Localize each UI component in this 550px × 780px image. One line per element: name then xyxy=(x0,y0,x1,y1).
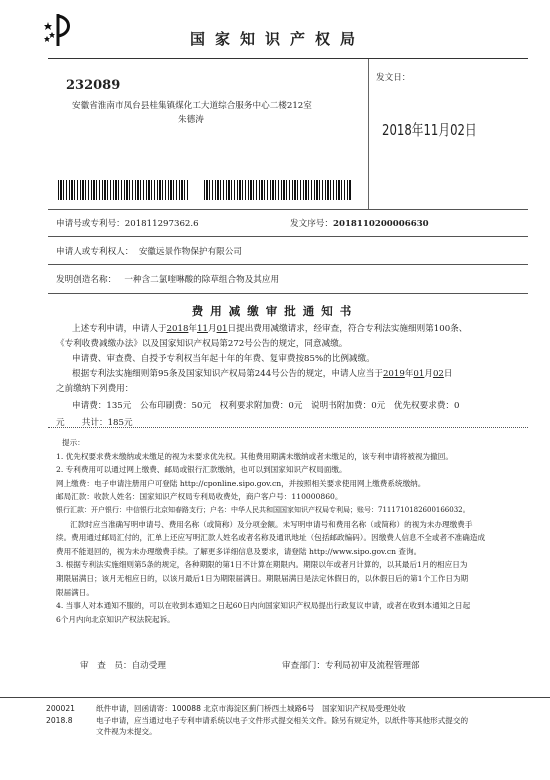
tip-2-post: 邮局汇款：收款人姓名：国家知识产权局专利局收费处，商户客户号：110000860。 xyxy=(56,492,343,502)
p3-text: 根据专利法实施细则第95条及国家知识产权局第244号公告的规定，申请人应当于 xyxy=(72,369,383,379)
bottom-note-1: 纸件申请，回函请寄：100088 北京市海淀区蓟门桥西土城路6号 国家知识产权局受理处收 xyxy=(96,704,406,713)
notice-body xyxy=(56,322,536,431)
tip-3-a: 3. 根据专利法实施细则第5条的规定，各种期限的第1日不计算在期限内。期限以年或者月计算的，以其最后1月的相应日为 xyxy=(56,560,468,570)
barcode-left xyxy=(58,180,188,200)
tip-4-a: 4. 当事人对本通知不服的，可以在收到本通知之日起60日内向国家知识产权局提出行政复议申请，或者在收到本通知之日起 xyxy=(56,601,471,611)
bottom-note-2: 电子申请，应当通过电子专利申请系统以电子文件形式提交相关文件。除另有规定外，以纸件等其他形式提交的 xyxy=(96,715,469,725)
application-number-value: 201811297362.6 xyxy=(124,219,199,229)
logo-icon xyxy=(44,12,74,48)
review-department: 审查部门：专利局初审及流程管理部 xyxy=(282,661,420,671)
p1-year: 2018 xyxy=(166,324,189,334)
application-number-field xyxy=(56,218,199,230)
tip-2-online: 网上缴费：电子申请注册用户可登陆 http://cponline.sipo.gov.cn，并按照相关要求使用网上缴费系统缴纳。 xyxy=(56,478,426,488)
tips-section xyxy=(56,436,534,626)
invention-label: 发明创造名称： xyxy=(56,275,117,285)
tip-3-c: 限届满日。 xyxy=(56,587,94,597)
postal-code: 232089 xyxy=(66,78,121,93)
application-number-label: 申请号或专利号： xyxy=(56,219,125,229)
tip-3-b: 期限届满日；该月无相应日的，以该月最后1日为期限届满日。期限届满日是法定休假日的，以休假日后的第1个工作日为期 xyxy=(56,573,469,583)
serial-number-field xyxy=(290,218,429,230)
cnipa-logo xyxy=(44,12,74,48)
rule-1 xyxy=(48,209,528,210)
serial-number-label: 发文序号： xyxy=(290,219,333,229)
tips-label: 提示： xyxy=(62,438,85,447)
recipient-address: 安徽省淮南市凤台县桂集镇煤化工大道综合服务中心二楼212室 xyxy=(72,101,312,111)
notice-paragraph-1-cont: 《专利收费减缴办法》以及国家知识产权局第272号公告的规定，同意减缴。 xyxy=(56,339,348,349)
rule-bottom xyxy=(0,697,550,698)
applicant-value: 安徽远景作物保护有限公司 xyxy=(138,247,242,257)
p1-text-cont: 日提出费用减缴请求，经审查，符合专利法实施细则第100条、 xyxy=(227,324,468,334)
p3-year: 2019 xyxy=(382,369,405,379)
rule-3 xyxy=(48,264,528,265)
notice-title: 费用减缴审批通知书 xyxy=(191,304,359,318)
p1-month-unit: 月 xyxy=(207,324,217,334)
tip-2-note-2: 续。费用通过邮局汇付的，汇单上还应写明汇款人姓名或者名称及通讯地址（包括邮政编码）。因缴费人信息不全或者不准确造成 xyxy=(56,533,486,543)
applicant-field xyxy=(56,246,242,258)
barcode-right xyxy=(204,180,352,200)
bottom-note-3: 文件视为未提交。 xyxy=(96,727,157,736)
p3-day-unit: 日 xyxy=(443,369,453,379)
tip-2-bank: 银行汇款：开户银行：中信银行北京知春路支行；户名：中华人民共和国国家知识产权局专利局；账号：7111710182600166032。 xyxy=(56,505,470,514)
issue-date-label: 发文日： xyxy=(376,73,411,83)
p1-day: 01 xyxy=(216,324,228,334)
fees-line-1: 申请费：135元 公布印刷费：50元 权利要求附加费：0元 说明书附加费：0元 优先权要求费：0 xyxy=(72,401,460,411)
p3-year-unit: 年 xyxy=(404,369,414,379)
p1-text: 上述专利申请，申请人于 xyxy=(72,324,167,334)
form-version: 2018.8 xyxy=(46,716,73,725)
p3-day: 02 xyxy=(432,369,444,379)
rule-5 xyxy=(48,427,528,428)
header-rule xyxy=(48,58,528,59)
tip-2-note-1: 汇款时应当准确写明申请号、费用名称（或简称）及分项金额。未写明申请号和费用名称（或简称）的视为未办理缴费手 xyxy=(70,519,473,529)
issue-date-stamp: 2018年11月02日 xyxy=(382,121,477,139)
fees-line-2: 元 共计：185元 xyxy=(56,418,133,428)
notice-paragraph-1 xyxy=(56,322,536,337)
notice-paragraph-3-cont: 之前缴纳下列费用： xyxy=(56,384,134,394)
tip-2: 2. 专利费用可以通过网上缴费、邮局或银行汇款缴纳，也可以到国家知识产权局面缴。 xyxy=(56,465,347,475)
recipient-name: 朱德涛 xyxy=(178,115,204,125)
invention-value: 一种含二氯喹啉酸的除草组合物及其应用 xyxy=(124,275,280,285)
rule-2 xyxy=(48,236,528,237)
applicant-label: 申请人或专利权人： xyxy=(56,247,134,257)
tip-1: 1. 优先权要求费未缴纳或未缴足的视为未要求优先权。其他费用期满未缴纳或者未缴足的，该专利申请将被视为撤回。 xyxy=(56,451,453,461)
tip-2-note-3: 费用不能退回的，视为未办理缴费手续。了解更多详细信息及要求，请登陆 http://www.sipo.gov.cn 查询。 xyxy=(56,546,422,556)
tip-4-b: 6个月内向北京知识产权法院起诉。 xyxy=(56,614,175,624)
bottom-notes xyxy=(96,703,536,738)
notice-paragraph-2: 申请费、审查费、自授予专利权当年起十年的年费、复审费按85%的比例减缴。 xyxy=(72,354,375,364)
p3-month-unit: 月 xyxy=(424,369,433,379)
address-box-divider xyxy=(368,59,369,209)
p1-month: 11 xyxy=(197,324,208,334)
form-code: 200021 xyxy=(46,704,75,713)
p1-year-unit: 年 xyxy=(188,324,198,334)
p3-month: 01 xyxy=(413,369,425,379)
serial-number-value: 2018110200006630 xyxy=(332,219,429,229)
notice-paragraph-3 xyxy=(56,367,536,382)
invention-field xyxy=(56,274,279,286)
examiner: 审 查 员：自动受理 xyxy=(80,661,166,671)
rule-4 xyxy=(48,293,528,294)
org-title: 国家知识产权局 xyxy=(190,30,366,48)
